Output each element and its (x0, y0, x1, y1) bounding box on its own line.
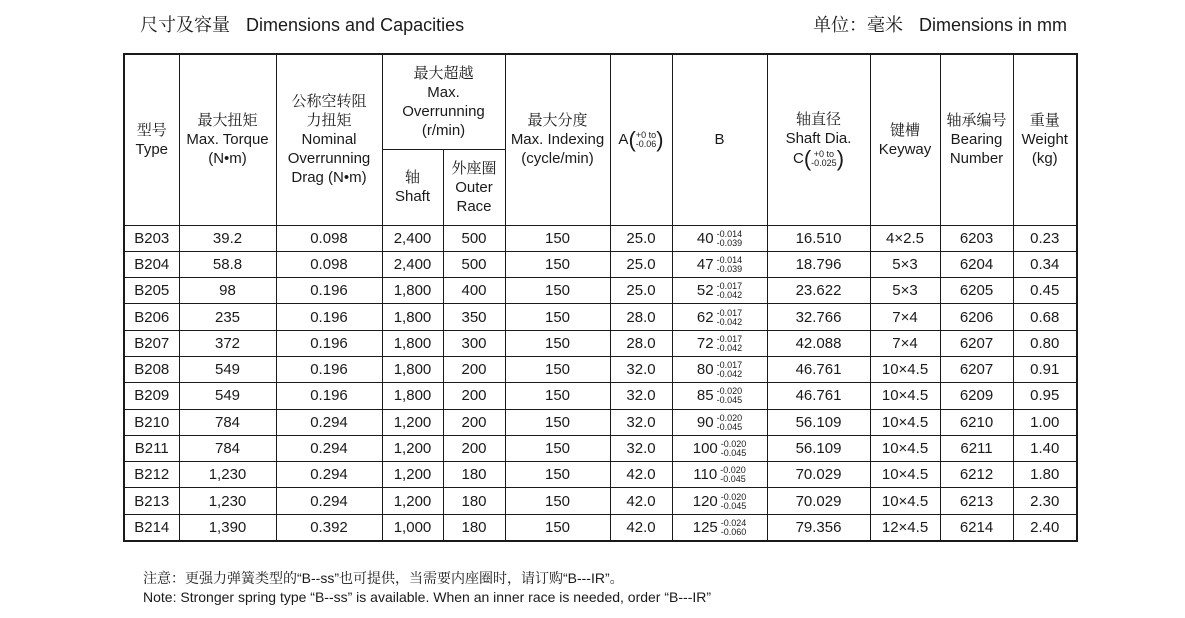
header-weight: 重量 Weight (kg) (1013, 54, 1077, 225)
cell-shaft: 1,000 (382, 514, 443, 541)
b-tolerance: -0.020 -0.045 (720, 491, 747, 511)
cell-a: 42.0 (610, 462, 672, 488)
cell-shaft: 2,400 (382, 251, 443, 277)
header-bearing-number: 轴承编号 Bearing Number (940, 54, 1013, 225)
cell-c: 70.029 (767, 488, 870, 514)
cell-shaft: 1,200 (382, 435, 443, 461)
cell-keyway: 10×4.5 (870, 409, 940, 435)
b-tolerance: -0.017 -0.042 (716, 281, 743, 301)
cell-drag: 0.294 (276, 462, 382, 488)
b-nominal: 80 (696, 361, 714, 379)
cell-drag: 0.098 (276, 251, 382, 277)
cell-outer: 200 (443, 435, 505, 461)
header-max-torque: 最大扭矩 Max. Torque (N•m) (179, 54, 276, 225)
cell-type: B208 (124, 356, 179, 382)
b-tolerance: -0.017 -0.042 (716, 333, 743, 353)
cell-weight: 2.40 (1013, 514, 1077, 541)
table-row (124, 330, 1077, 356)
cell-b (672, 514, 767, 541)
cell-b (672, 409, 767, 435)
cell-weight: 0.91 (1013, 356, 1077, 382)
b-nominal: 62 (696, 308, 714, 326)
cell-drag: 0.196 (276, 304, 382, 330)
cell-index: 150 (505, 356, 610, 382)
cell-torque: 784 (179, 435, 276, 461)
cell-a: 32.0 (610, 409, 672, 435)
cell-bearing: 6212 (940, 462, 1013, 488)
b-nominal: 120 (692, 492, 718, 510)
cell-c: 46.761 (767, 356, 870, 382)
b-nominal: 100 (692, 440, 718, 457)
cell-c: 56.109 (767, 435, 870, 461)
cell-drag: 0.294 (276, 488, 382, 514)
cell-b (672, 383, 767, 409)
cell-torque: 235 (179, 304, 276, 330)
cell-drag: 0.098 (276, 225, 382, 251)
cell-type: B203 (124, 225, 179, 251)
cell-c: 16.510 (767, 225, 870, 251)
cell-bearing: 6203 (940, 225, 1013, 251)
b-tolerance: -0.020 -0.045 (716, 386, 743, 406)
cell-torque: 58.8 (179, 251, 276, 277)
cell-torque: 1,230 (179, 488, 276, 514)
cell-c: 23.622 (767, 278, 870, 304)
cell-outer: 400 (443, 278, 505, 304)
cell-type: B210 (124, 409, 179, 435)
cell-type: B207 (124, 330, 179, 356)
b-tolerance: -0.020 -0.045 (720, 465, 746, 485)
header-outer-race: 外座圈 Outer Race (443, 149, 505, 225)
b-tolerance: -0.024 -0.060 (720, 517, 747, 537)
cell-b (672, 356, 767, 382)
cell-shaft: 1,200 (382, 462, 443, 488)
cell-outer: 500 (443, 251, 505, 277)
b-tolerance: -0.014 -0.039 (716, 254, 743, 274)
cell-a: 28.0 (610, 330, 672, 356)
cell-type: B213 (124, 488, 179, 514)
cell-b (672, 304, 767, 330)
cell-bearing: 6209 (940, 383, 1013, 409)
cell-index: 150 (505, 383, 610, 409)
cell-b (672, 278, 767, 304)
cell-type: B205 (124, 278, 179, 304)
header-shaft-dia: 轴直径 Shaft Dia. C ( +0 to -0.025 ) (767, 54, 870, 225)
cell-torque: 39.2 (179, 225, 276, 251)
cell-a: 25.0 (610, 251, 672, 277)
cell-torque: 549 (179, 356, 276, 382)
b-nominal: 72 (696, 334, 714, 352)
cell-shaft: 1,800 (382, 278, 443, 304)
table-row (124, 383, 1077, 409)
cell-bearing: 6211 (940, 435, 1013, 461)
cell-a: 42.0 (610, 488, 672, 514)
cell-type: B211 (124, 435, 179, 461)
cell-index: 150 (505, 304, 610, 330)
table-row (124, 304, 1077, 330)
table-row (124, 225, 1077, 251)
cell-weight: 0.34 (1013, 251, 1077, 277)
cell-bearing: 6204 (940, 251, 1013, 277)
cell-weight: 1.80 (1013, 462, 1077, 488)
cell-torque: 1,230 (179, 462, 276, 488)
cell-keyway: 10×4.5 (870, 462, 940, 488)
b-nominal: 85 (696, 387, 714, 405)
cell-c: 46.761 (767, 383, 870, 409)
cell-shaft: 1,800 (382, 330, 443, 356)
header-keyway: 键槽 Keyway (870, 54, 940, 225)
cell-shaft: 1,800 (382, 304, 443, 330)
table-row (124, 409, 1077, 435)
table-row (124, 278, 1077, 304)
cell-c: 56.109 (767, 409, 870, 435)
cell-outer: 180 (443, 488, 505, 514)
cell-outer: 200 (443, 383, 505, 409)
cell-type: B212 (124, 462, 179, 488)
cell-bearing: 6207 (940, 330, 1013, 356)
cell-index: 150 (505, 462, 610, 488)
cell-weight: 1.40 (1013, 435, 1077, 461)
cell-keyway: 5×3 (870, 251, 940, 277)
unit-note (813, 11, 1067, 37)
cell-weight: 0.95 (1013, 383, 1077, 409)
cell-keyway: 10×4.5 (870, 488, 940, 514)
b-nominal: 47 (696, 255, 714, 273)
cell-keyway: 5×3 (870, 278, 940, 304)
cell-keyway: 10×4.5 (870, 435, 940, 461)
unit-en: Dimensions in mm (918, 15, 1067, 35)
b-tolerance: -0.017 -0.042 (716, 307, 743, 327)
header-max-overrunning: 最大超越 Max. Overrunning (r/min) (382, 54, 505, 149)
cell-type: B204 (124, 251, 179, 277)
cell-keyway: 7×4 (870, 330, 940, 356)
cell-keyway: 10×4.5 (870, 383, 940, 409)
cell-weight: 0.23 (1013, 225, 1077, 251)
cell-c: 18.796 (767, 251, 870, 277)
cell-index: 150 (505, 330, 610, 356)
cell-outer: 180 (443, 462, 505, 488)
cell-shaft: 2,400 (382, 225, 443, 251)
cell-bearing: 6205 (940, 278, 1013, 304)
cell-drag: 0.294 (276, 435, 382, 461)
b-tolerance: -0.020 -0.045 (716, 412, 743, 432)
b-nominal: 110 (693, 466, 718, 484)
cell-torque: 98 (179, 278, 276, 304)
header-a: A ( +0 to -0.06 ) (610, 54, 672, 225)
cell-bearing: 6210 (940, 409, 1013, 435)
cell-outer: 500 (443, 225, 505, 251)
cell-weight: 0.68 (1013, 304, 1077, 330)
header-type: 型号 Type (124, 54, 179, 225)
cell-a: 25.0 (610, 225, 672, 251)
cell-b (672, 462, 767, 488)
header-nominal-drag: 公称空转阻 力扭矩 Nominal Overrunning Drag (N•m) (276, 54, 382, 225)
note-en: Note: Stronger spring type “B--ss” is available. When an inner race is needed, order “B---IR” (143, 589, 712, 605)
cell-drag: 0.392 (276, 514, 382, 541)
cell-bearing: 6207 (940, 356, 1013, 382)
cell-a: 28.0 (610, 304, 672, 330)
cell-a: 32.0 (610, 383, 672, 409)
cell-outer: 200 (443, 409, 505, 435)
cell-b (672, 330, 767, 356)
cell-type: B209 (124, 383, 179, 409)
cell-c: 70.029 (767, 462, 870, 488)
b-tolerance: -0.017 -0.042 (716, 360, 743, 380)
footnotes (143, 569, 711, 607)
cell-keyway: 7×4 (870, 304, 940, 330)
cell-outer: 350 (443, 304, 505, 330)
cell-drag: 0.294 (276, 409, 382, 435)
table-row (124, 514, 1077, 541)
cell-torque: 1,390 (179, 514, 276, 541)
cell-torque: 549 (179, 383, 276, 409)
cell-b (672, 225, 767, 251)
cell-drag: 0.196 (276, 278, 382, 304)
header-shaft: 轴 Shaft (382, 149, 443, 225)
cell-drag: 0.196 (276, 383, 382, 409)
cell-drag: 0.196 (276, 356, 382, 382)
cell-weight: 2.30 (1013, 488, 1077, 514)
table-row (124, 488, 1077, 514)
b-tolerance: -0.020 -0.045 (720, 439, 747, 459)
table-row (124, 435, 1077, 461)
cell-outer: 180 (443, 514, 505, 541)
cell-type: B214 (124, 514, 179, 541)
cell-keyway: 10×4.5 (870, 356, 940, 382)
b-nominal: 40 (696, 229, 714, 247)
note-cn: 注意：更强力弹簧类型的“B--ss”也可提供，当需要内座圈时，请订购“B---IR”。 (143, 570, 624, 586)
cell-weight: 1.00 (1013, 409, 1077, 435)
cell-shaft: 1,800 (382, 356, 443, 382)
header-b: B (672, 54, 767, 225)
title-en: Dimensions and Capacities (246, 15, 465, 35)
cell-index: 150 (505, 514, 610, 541)
cell-shaft: 1,800 (382, 383, 443, 409)
cell-keyway: 12×4.5 (870, 514, 940, 541)
cell-c: 32.766 (767, 304, 870, 330)
cell-a: 42.0 (610, 514, 672, 541)
table-row (124, 251, 1077, 277)
cell-index: 150 (505, 488, 610, 514)
b-nominal: 52 (696, 282, 714, 300)
b-tolerance: -0.014 -0.039 (716, 228, 743, 248)
cell-weight: 0.45 (1013, 278, 1077, 304)
cell-a: 25.0 (610, 278, 672, 304)
cell-drag: 0.196 (276, 330, 382, 356)
cell-a: 32.0 (610, 356, 672, 382)
unit-cn: 单位：毫米 (812, 15, 903, 35)
cell-index: 150 (505, 251, 610, 277)
cell-weight: 0.80 (1013, 330, 1077, 356)
cell-b (672, 251, 767, 277)
cell-index: 150 (505, 278, 610, 304)
cell-a: 32.0 (610, 435, 672, 461)
cell-index: 150 (505, 435, 610, 461)
cell-torque: 372 (179, 330, 276, 356)
cell-outer: 300 (443, 330, 505, 356)
table-row (124, 462, 1077, 488)
title-cn: 尺寸及容量 (140, 15, 230, 35)
cell-b (672, 488, 767, 514)
header-max-indexing: 最大分度 Max. Indexing (cycle/min) (505, 54, 610, 225)
cell-torque: 784 (179, 409, 276, 435)
cell-keyway: 4×2.5 (870, 225, 940, 251)
table-body (124, 225, 1077, 541)
cell-outer: 200 (443, 356, 505, 382)
cell-index: 150 (505, 409, 610, 435)
cell-type: B206 (124, 304, 179, 330)
cell-shaft: 1,200 (382, 409, 443, 435)
dimensions-table (123, 53, 1078, 542)
table-row (124, 356, 1077, 382)
cell-shaft: 1,200 (382, 488, 443, 514)
cell-c: 79.356 (767, 514, 870, 541)
cell-b (672, 435, 767, 461)
cell-bearing: 6206 (940, 304, 1013, 330)
b-nominal: 125 (692, 518, 718, 536)
cell-index: 150 (505, 225, 610, 251)
cell-bearing: 6213 (940, 488, 1013, 514)
b-nominal: 90 (696, 413, 714, 431)
page-title (140, 11, 464, 37)
cell-bearing: 6214 (940, 514, 1013, 541)
cell-c: 42.088 (767, 330, 870, 356)
